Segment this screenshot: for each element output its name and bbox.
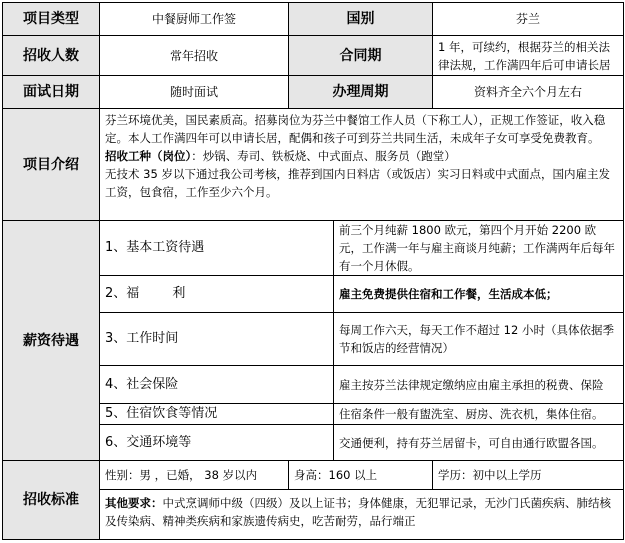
- intro-paragraph-3: 无技术 35 岁以下通过我公司考核，推荐到国内日料店（或饭店）实习日料或中式面点，国内雇主发工资，包食宿，工作至少六个月。: [105, 167, 610, 199]
- salary-item-desc: 住宿条件一般有盥洗室、厨房、洗衣机，集体住宿。: [334, 404, 624, 425]
- value-interview-date: 随时面试: [100, 76, 289, 109]
- salary-item-name: 3、工作时间: [100, 313, 334, 366]
- salary-item-desc: 交通便利，持有芬兰居留卡，可自由通行欧盟各国。: [334, 425, 624, 461]
- intro-paragraph-1: 芬兰环境优美，国民素质高。招募岗位为芬兰中餐馆工作人员（下称工人），正规工作签证，收入稳定。本人工作满四年可以申请长居，配偶和孩子可到芬兰共同生活，未成年子女可享受免费教育。: [105, 113, 606, 145]
- label-recruit-count: 招收人数: [3, 36, 100, 76]
- intro-job-types-label: 招收工种（岗位）: [105, 149, 192, 163]
- standard-other: [100, 490, 624, 540]
- label-process-period: 办理周期: [289, 76, 433, 109]
- salary-row: [3, 221, 624, 276]
- label-intro: 项目介绍: [3, 109, 100, 221]
- standard-other-text: 中式烹调师中级（四级）及以上证书；身体健康，无犯罪记录，无沙门氏菌疾病、肺结核及传染病、精神类疾病和家族遗传病史，吃苦耐劳，品行端正: [105, 496, 611, 528]
- value-contract: 1 年，可续约，根据芬兰的相关法律法规，工作满四年后可申请长居: [433, 36, 624, 76]
- salary-item-name: 4、社会保险: [100, 366, 334, 404]
- intro-job-types: ：炒锅、寿司、铁板烧、中式面点、服务员（跑堂）: [191, 149, 456, 163]
- label-country: 国别: [289, 3, 433, 36]
- salary-item-name: 1、基本工资待遇: [100, 221, 334, 276]
- row-project-type: [3, 3, 624, 36]
- intro-text: [100, 109, 624, 221]
- intro-paragraph-2: [105, 147, 618, 165]
- row-recruit: [3, 36, 624, 76]
- salary-item-desc: 雇主按芬兰法律规定缴纳应由雇主承担的税费、保险: [334, 366, 624, 404]
- salary-item-desc: 前三个月纯薪 1800 欧元，第四个月开始 2200 欧元，工作满一年与雇主商谈月纯薪；工作满两年后每年有一个月休假。: [334, 221, 624, 276]
- salary-item-name: 5、住宿饮食等情况: [100, 404, 334, 425]
- value-process-period: 资料齐全六个月左右: [433, 76, 624, 109]
- job-info-table: [2, 2, 624, 540]
- salary-item-desc: 雇主免费提供住宿和工作餐，生活成本低；: [334, 276, 624, 313]
- row-interview: [3, 76, 624, 109]
- salary-item-name: 6、交通环境等: [100, 425, 334, 461]
- standard-other-label: 其他要求：: [105, 496, 163, 510]
- label-salary: 薪资待遇: [3, 221, 100, 461]
- salary-item-desc: 每周工作六天，每天工作不超过 12 小时（具体依据季节和饭店的经营情况）: [334, 313, 624, 366]
- label-project-type: 项目类型: [3, 3, 100, 36]
- value-project-type: 中餐厨师工作签: [100, 3, 289, 36]
- standard-height: 身高：160 以上: [289, 461, 433, 490]
- standard-education: 学历：初中以上学历: [433, 461, 624, 490]
- standard-gender: 性别：男 ，已婚， 38 岁以内: [100, 461, 289, 490]
- standard-row-basic: [3, 461, 624, 490]
- label-interview-date: 面试日期: [3, 76, 100, 109]
- value-country: 芬兰: [433, 3, 624, 36]
- value-recruit-count: 常年招收: [100, 36, 289, 76]
- label-contract: 合同期: [289, 36, 433, 76]
- label-standard: 招收标准: [3, 461, 100, 540]
- row-intro: [3, 109, 624, 221]
- salary-item-name: 2、福 利: [100, 276, 334, 313]
